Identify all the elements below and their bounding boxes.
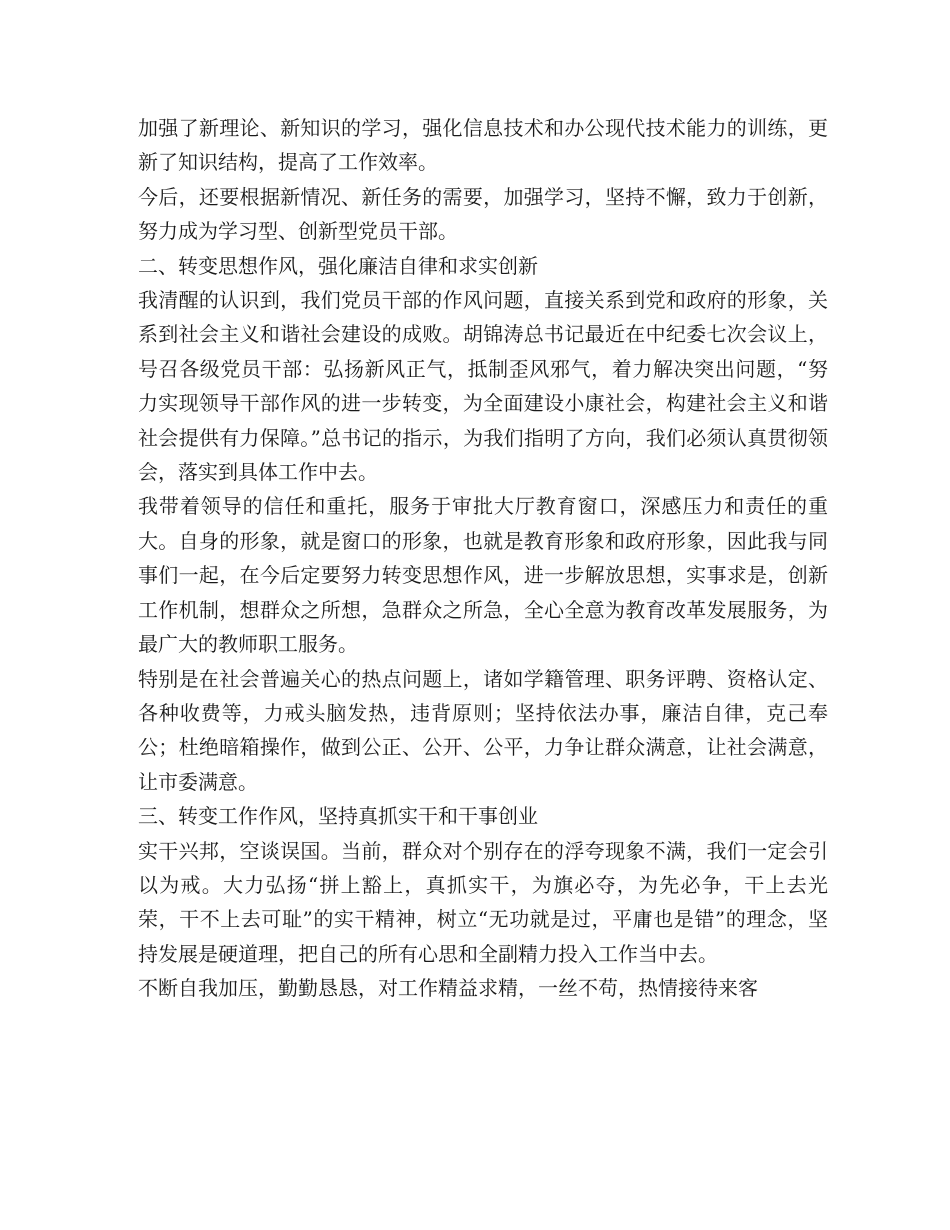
paragraph-5: 特别是在社会普遍关心的热点问题上，诸如学籍管理、职务评聘、资格认定、各种收费等，力戒头脑发热，违背原则；坚持依法办事，廉洁自律，克己奉公；杜绝暗箱操作，做到公正、公开、公平，力争让群众满意，让社会满意，让市委满意。 bbox=[138, 666, 828, 794]
paragraph-2: 今后，还要根据新情况、新任务的需要，加强学习，坚持不懈，致力于创新，努力成为学习型、创新型党员干部。 bbox=[138, 184, 828, 244]
paragraph-4: 我带着领导的信任和重托，服务于审批大厅教育窗口，深感压力和责任的重大。自身的形象，就是窗口的形象，也就是教育形象和政府形象，因此我与同事们一起，在今后定要努力转变思想作风，进一步解放思想，实事求是，创新工作机制，想群众之所想，急群众之所急，全心全意为教育改革发展服务，为最广大的教师职工服务。 bbox=[138, 494, 828, 657]
section-heading-3: 三、转变工作作风，坚持真抓实干和干事创业 bbox=[138, 804, 538, 829]
paragraph-3: 我清醒的认识到，我们党员干部的作风问题，直接关系到党和政府的形象，关系到社会主义和谐社会建设的成败。胡锦涛总书记最近在中纪委七次会议上，号召各级党员干部：弘扬新风正气，抵制歪风邪气，着力解决突出问题，“努力实现领导干部作风的进一步转变，为全面建设小康社会，构建社会主义和谐社会提供有力保障。”总书记的指示，为我们指明了方向，我们必须认真贯彻领会，落实到具体工作中去。 bbox=[138, 288, 828, 485]
section-heading-2: 二、转变思想作风，强化廉洁自律和求实创新 bbox=[138, 253, 538, 278]
paragraph-6: 实干兴邦，空谈误国。当前，群众对个别存在的浮夸现象不满，我们一定会引以为戒。大力弘扬“拼上豁上，真抓实干，为旗必夺，为先必争，干上去光荣，干不上去可耻”的实干精神，树立“无功就是过，平庸也是错”的理念，坚持发展是硬道理，把自己的所有心思和全副精力投入工作当中去。 bbox=[138, 838, 828, 966]
paragraph-7: 不断自我加压，勤勤恳恳，对工作精益求精，一丝不苟，热情接待来客 bbox=[138, 976, 758, 1001]
paragraph-1: 加强了新理论、新知识的学习，强化信息技术和办公现代技术能力的训练，更新了知识结构，提高了工作效率。 bbox=[138, 116, 828, 175]
document-body bbox=[138, 111, 828, 1006]
